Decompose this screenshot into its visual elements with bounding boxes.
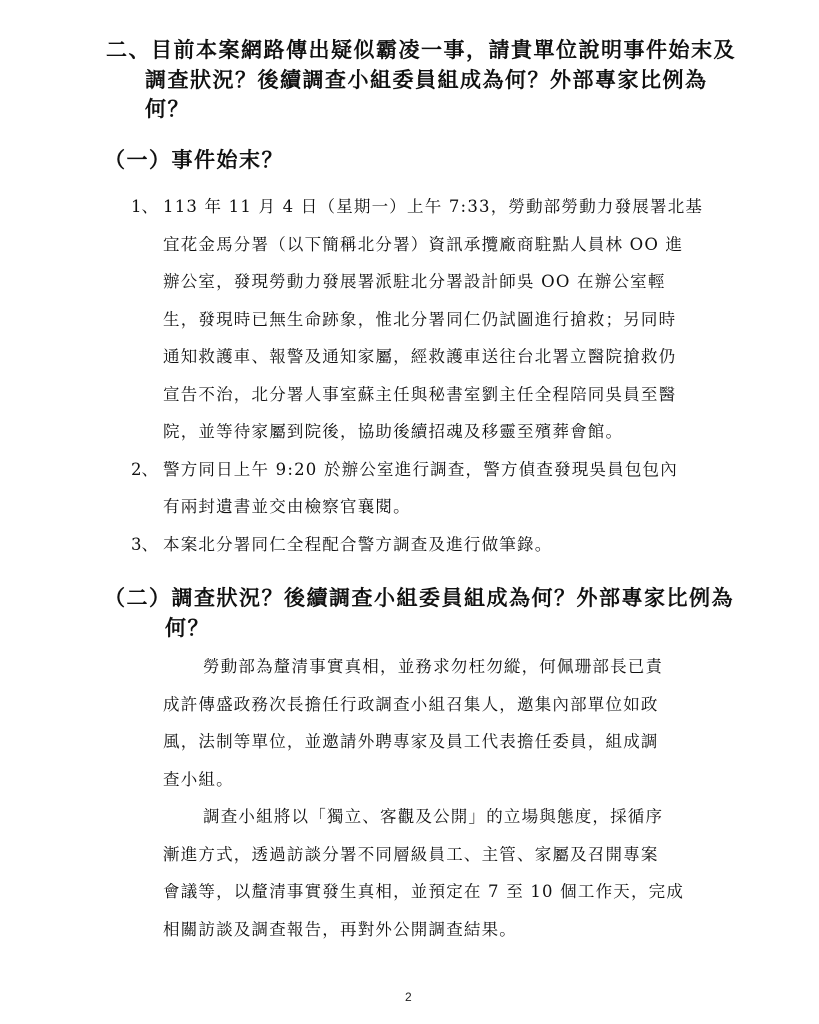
list-item-line: 生，發現時已無生命跡象，惟北分署同仁仍試圖進行搶救；另同時 xyxy=(163,310,677,329)
list-item-line: 113 年 11 月 4 日（星期一）上午 7:33，勞動部勞動力發展署北基 xyxy=(163,197,704,216)
section-heading-line-3: 何？ xyxy=(145,97,190,121)
subsection-heading-2-line-1: （二）調查狀況？後續調查小組委員組成為何？外部專家比例為 xyxy=(104,586,734,610)
paragraph-line: 成許傳盛政務次長擔任行政調查小組召集人，邀集內部單位如政 xyxy=(163,695,659,714)
paragraph-line: 查小組。 xyxy=(163,770,234,789)
list-item-line: 宜花金馬分署（以下簡稱北分署）資訊承攬廠商駐點人員林 OO 進 xyxy=(163,235,684,254)
list-item-line: 宣告不治，北分署人事室蘇主任與秘書室劉主任全程陪同吳員至醫 xyxy=(163,385,677,404)
list-item-line: 院，並等待家屬到院後，協助後續招魂及移靈至殯葬會館。 xyxy=(163,422,624,441)
paragraph-line: 漸進方式，透過訪談分署不同層級員工、主管、家屬及召開專案 xyxy=(163,845,659,864)
paragraph-line: 調查小組將以「獨立、客觀及公開」的立場與態度，採循序 xyxy=(203,807,664,826)
section-heading-line-1: 二、目前本案網路傳出疑似霸凌一事，請貴單位說明事件始末及 xyxy=(106,38,736,62)
list-item-line: 通知救護車、報警及通知家屬，經救護車送往台北署立醫院搶救仍 xyxy=(163,347,677,366)
page-number: 2 xyxy=(405,990,412,1004)
list-item-number: 2、 xyxy=(131,460,158,479)
subsection-heading-2-line-2: 何？ xyxy=(165,616,210,640)
list-item-number: 3、 xyxy=(131,535,158,554)
paragraph-line: 勞動部為釐清事實真相，並務求勿枉勿縱，何佩珊部長已責 xyxy=(203,657,664,676)
paragraph-line: 風，法制等單位，並邀請外聘專家及員工代表擔任委員，組成調 xyxy=(163,732,659,751)
paragraph-line: 會議等，以釐清事實發生真相，並預定在 7 至 10 個工作天，完成 xyxy=(163,882,685,901)
list-item-line: 警方同日上午 9:20 於辦公室進行調查，警方偵查發現吳員包包內 xyxy=(163,460,678,479)
paragraph-line: 相關訪談及調查報告，再對外公開調查結果。 xyxy=(163,920,517,939)
list-item-line: 辦公室，發現勞動力發展署派駐北分署設計師吳 OO 在辦公室輕 xyxy=(163,272,666,291)
subsection-heading-1: （一）事件始末？ xyxy=(104,148,284,172)
section-heading-line-2: 調查狀況？後續調查小組委員組成為何？外部專家比例為 xyxy=(145,68,708,92)
list-item-line: 有兩封遺書並交由檢察官襄閱。 xyxy=(163,497,411,516)
list-item-number: 1、 xyxy=(131,197,158,216)
list-item-line: 本案北分署同仁全程配合警方調查及進行做筆錄。 xyxy=(163,535,553,554)
